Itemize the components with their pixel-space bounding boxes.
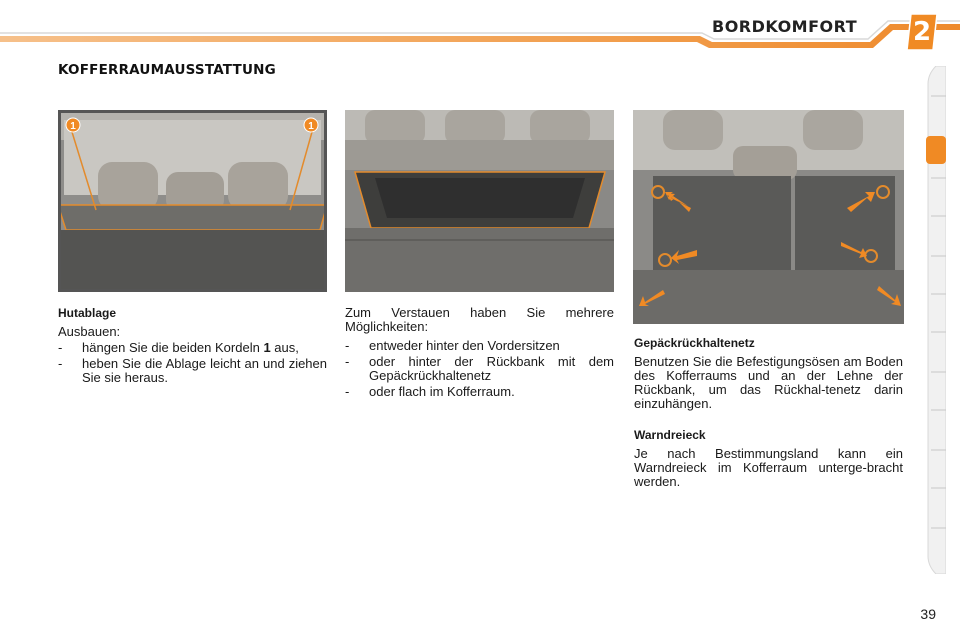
list-item-text-after: aus, — [270, 340, 299, 355]
list-item — [345, 385, 614, 399]
hutablage-text — [58, 306, 327, 385]
rear-seat-anchors-photo — [633, 110, 904, 324]
net-text — [634, 336, 903, 411]
storage-text — [345, 306, 614, 399]
chapter-title: BORDKOMFORT — [712, 17, 858, 36]
list-item — [345, 355, 614, 383]
callout-reference: 1 — [263, 340, 271, 355]
list-dash: - — [58, 340, 63, 355]
list-dash: - — [345, 338, 350, 353]
list-item — [58, 357, 327, 385]
net-heading: Gepäckrückhaltenetz — [634, 336, 755, 350]
list-dash: - — [345, 354, 350, 369]
hutablage-intro: Ausbauen: — [58, 324, 121, 339]
section-title: KOFFERRAUMAUSSTATTUNG — [58, 62, 276, 78]
storage-intro: Zum Verstauen haben Sie mehrere Möglichkeiten: — [345, 305, 614, 334]
net-photo — [345, 110, 614, 292]
list-item-text: heben Sie die Ablage leicht an und ziehen Sie sie heraus. — [82, 356, 327, 385]
hutablage-photo — [58, 110, 327, 292]
list-item-text: oder flach im Kofferraum. — [369, 384, 515, 399]
hutablage-heading: Hutablage — [58, 306, 117, 320]
triangle-heading: Warndreieck — [634, 428, 706, 442]
list-item — [345, 339, 614, 353]
list-item-text: entweder hinter den Vordersitzen — [369, 338, 560, 353]
callout-1-right: 1 — [308, 121, 314, 132]
list-item-text-before: hängen Sie die beiden Kordeln — [82, 340, 264, 355]
list-dash: - — [58, 356, 63, 371]
page-number: 39 — [920, 606, 936, 622]
callout-1-left: 1 — [70, 121, 76, 132]
chapter-number: 2 — [912, 17, 932, 47]
list-item — [58, 341, 327, 355]
list-item-text: oder hinter der Rückbank mit dem Gepäckrückhaltenetz — [369, 354, 614, 383]
triangle-text — [634, 428, 903, 489]
triangle-description: Je nach Bestimmungsland kann ein Warndreieck im Kofferraum unterge-bracht werden. — [634, 446, 903, 489]
net-description: Benutzen Sie die Befestigungsösen am Boden des Kofferraums und an der Lehne der Rückbank, um das Rückhal-tenetz darin einzuhängen. — [634, 354, 903, 411]
chapter-tab-strip — [926, 66, 946, 574]
list-dash: - — [345, 384, 350, 399]
